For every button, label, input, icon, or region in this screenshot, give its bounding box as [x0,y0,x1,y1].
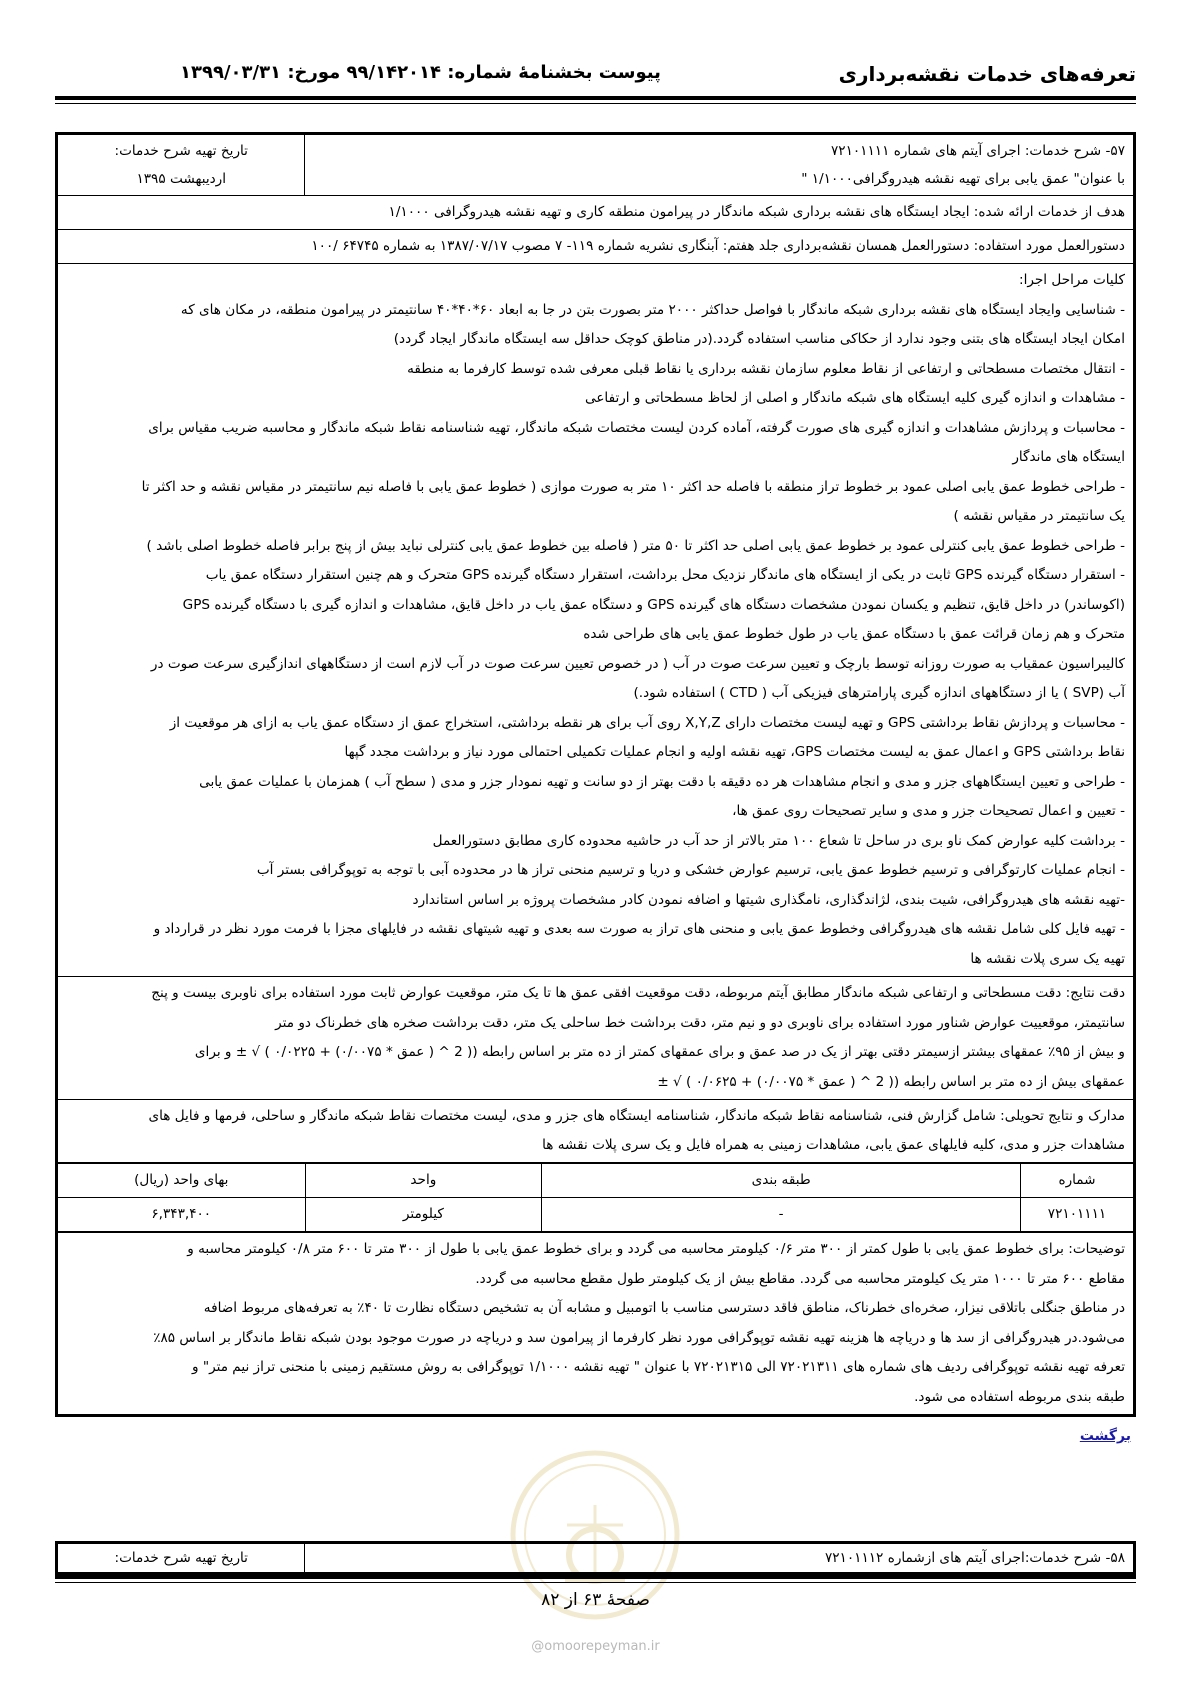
step-line: نقاط برداشتی GPS و اعمال عمق به لیست مختصات GPS، تهیه نقشه اولیه و انجام عملیات تکمیلی احتمالی مورد نیاز و برداشت مجدد گپها [344,744,1125,760]
deliverables-line: مدارک و نتایج تحویلی: شامل گزارش فنی، شناسنامه نقاط شبکه ماندگار، شناسنامه ایستگاه های جزر و مدی، لیست مختصات نقاط شبکه ماندگار و ساحلی، فرمها و فایل های [148,1108,1125,1124]
cell-unit-price: ۶,۳۴۳,۴۰۰ [58,1198,306,1232]
step-line: - محاسبات و پردازش مشاهدات و اندازه گیری های صورت گرفته، آماده کردن لیست مختصات شبکه ماندگار، تهیه شناسنامه نقاط شبکه ماندگار و محاسبه ضریب مقیاس برای [148,419,1125,436]
accuracy-line: و بیش از ۹۵٪ عمقهای بیشتر ازسیمتر دقتی بهتر از یک در صد عمق و برای عمقهای کمتر از ده متر بر اساس رابطه (( 2 ^ ( عمق * ۰/۰۰۷۵) + ۰/۰۲۲۵ ) √ ± و برای [194,1044,1125,1060]
price-table [57,1163,1134,1232]
service-row [58,135,1134,196]
step-line: متحرک و هم زمان قرائت عمق با دستگاه عمق یاب در طول خطوط عمق یابی های طراحی شده [583,626,1125,642]
service-description: ۵۸- شرح خدمات:اجرای آیتم های ازشماره ۷۲۱۰۱۱۱۲ [305,1544,1134,1573]
step-line: - طراحی خطوط عمق یابی اصلی عمود بر خطوط تراز منطقه با فاصله حد اکثر ۱۰ متر به صورت موازی ( خطوط عمق یابی با فاصله نیم سانتیمتر در مقیاس نقشه و حد اکثر تا [141,478,1125,495]
date-label: تاریخ تهیه شرح خدمات: [58,1544,305,1573]
standard-cell: دستورالعمل مورد استفاده: دستورالعمل همسان نقشه‌برداری جلد هفتم: آبنگاری نشریه شماره ۱۱۹- ۷ مصوب ۱۳۸۷/۰۷/۱۷ به شماره ۶۴۷۴۵ /۱۰۰ [58,230,1134,264]
cell-number: ۷۲۱۰۱۱۱۱ [1021,1198,1134,1232]
accuracy-line: دقت نتایج: دقت مسطحاتی و ارتفاعی شبکه ماندگار مطابق آیتم مربوطه، دقت موقعیت افقی عمق ها تا یک متر، موقعیت عوارض ثابت مورد استفاده برای ناوبری بیست و پنج [151,985,1125,1001]
column-header-category: طبقه بندی [542,1164,1021,1198]
step-line: - محاسبات و پردازش نقاط برداشتی GPS و تهیه لیست مختصات دارای X,Y,Z روی آب برای هر نقطه برداشتی، استخراج عمق از دستگاه عمق یاب به ازای هر موقعیت از [169,714,1125,731]
deliverables-cell [58,1100,1134,1163]
note-line: تعرفه تهیه نقشه توپوگرافی ردیف های شماره های ۷۲۰۲۱۳۱۱ الی ۷۲۰۲۱۳۱۵ با عنوان " تهیه نقشه ۱/۱۰۰۰ توپوگرافی به روش مستقیم زمینی با منحنی تراز نیم متر" و [191,1359,1125,1375]
header-rule-thin [55,103,1136,104]
accuracy-line: سانتیمتر، موقعییت عوارض شناور مورد استفاده برای ناوبری دو و نیم متر، دقت برداشت خط ساحلی یک متر، دقت برداشت صخره های خطرناک دو متر [275,1014,1125,1031]
item-57-table [55,132,1136,1417]
step-line: - مشاهدات و اندازه گیری کلیه ایستگاه های شبکه ماندگار و اصلی از لحاظ مسطحاتی و ارتفاعی [584,390,1125,406]
step-line: - شناسایی وایجاد ایستگاه های نقشه برداری شبکه ماندگار با فواصل حداکثر ۲۰۰۰ متر بصورت بتن در جا به ابعاد ۶۰*۴۰*۴۰ سانتیمتر در پیرامون منطقه، در مکان های که [180,301,1125,318]
footer-rule-thin [55,1582,1136,1583]
table-row [58,1198,1134,1232]
back-link[interactable]: برگشت [1079,1428,1131,1444]
step-line: - انجام عملیات کارتوگرافی و ترسیم خطوط عمق یابی، ترسیم عوارض خشکی و دریا و ترسیم منحنی تراز ها در محدوده آبی با توجه به توپوگرافی بستر آب [256,862,1125,878]
step-line: - برداشت کلیه عوارض کمک ناو بری در ساحل تا شعاع ۱۰۰ متر بالاتر از حد آب در حاشیه محدوده کاری مطابق دستورالعمل [432,832,1125,849]
step-line: ایستگاه های ماندگار [1012,449,1125,465]
cell-unit: کیلومتر [305,1198,542,1232]
service-line: ۵۷- شرح خدمات: اجرای آیتم های شماره ۷۲۱۰۱۱۱۱ [830,143,1125,159]
step-line: کلیات مراحل اجرا: [1019,272,1125,288]
note-line: مقاطع ۶۰۰ متر تا ۱۰۰۰ متر یک کیلومتر محاسبه می گردد. مقاطع بیش از یک کیلومتر طول مقطع محاسبه می گردد. [475,1270,1125,1287]
goal-cell: هدف از خدمات ارائه شده: ایجاد ایستگاه های نقشه برداری شبکه ماندگار در پیرامون منطقه کاری و تهیه نقشه هیدروگرافی ۱/۱۰۰۰ [58,196,1134,230]
document-title: تعرفه‌های خدمات نقشه‌برداری [838,62,1136,86]
note-line: توضیحات: برای خطوط عمق یابی با طول کمتر از ۳۰۰ متر ۰/۶ کیلومتر محاسبه می گردد و برای خطوط عمق یابی با طول از ۳۰۰ متر تا ۶۰۰ متر ۰/۸ کیلومتر محاسبه و [187,1241,1125,1257]
note-line: در مناطق جنگلی باتلاقی نیزار، صخره‌ای خطرناک، مناطق فاقد دسترسی مناسب با اتومبیل و مشابه آن به تشخیص دستگاه نظارت تا ۴۰٪ به تعرفه‌های مربوط اضافه [203,1300,1125,1316]
steps-cell [58,264,1134,977]
step-line: - تعیین و اعمال تصحیحات جزر و مدی و سایر تصحیحات روی عمق ها، [732,803,1125,819]
step-line: -تهیه نقشه های هیدروگرافی، شیت بندی، لژاندگذاری، نامگذاری شیتها و اضافه نمودن کادر مشخصات پروژه بر اساس استاندارد [412,891,1125,908]
step-line: - انتقال مختصات مسطحاتی و ارتفاعی از نقاط معلوم سازمان نقشه برداری یا نقاط قبلی معرفی شده توسط کارفرما به منطقه [407,360,1125,377]
column-header-unit-price: بهای واحد (ریال) [58,1164,306,1198]
step-line: (اکوساندر) در داخل قایق، تنظیم و یکسان نمودن مشخصات دستگاه های گیرنده GPS و دستگاه عمق یاب در داخل قایق، مشاهدات و اندازه گیری با دستگاه گیرنده GPS [182,596,1125,613]
date-label: تاریخ تهیه شرح خدمات: [114,143,248,159]
site-watermark: @omoorepeyman.ir [531,1639,660,1654]
note-line: می‌شود.در هیدروگرافی از سد ها و دریاچه ها هزینه تهیه نقشه توپوگرافی مورد نظر کارفرما از پیرامون سد و دریاچه در صورت موجود بودن شبکه نقاط ماندگار بر اساس ۸۵٪ [153,1329,1125,1346]
step-line: یک سانتیمتر در مقیاس نقشه ) [953,508,1125,524]
accuracy-line: عمقهای بیش از ده متر بر اساس رابطه (( 2 ^ ( عمق * ۰/۰۰۷۵) + ۰/۰۶۲۵ ) √ ± [657,1073,1125,1090]
notes-cell [58,1233,1134,1415]
footer-rule-thick [55,1575,1136,1579]
step-line: - طراحی خطوط عمق یابی کنترلی عمود بر خطوط عمق یابی اصلی حد اکثر تا ۵۰ متر ( فاصله بین خطوط عمق یابی کنترلی نباید بیش از پنج برابر فاصله خطوط اصلی باشد ) [146,537,1125,554]
deliverables-line: مشاهدات جزر و مدی، کلیه فایلهای عمق یابی، مشاهدات زمینی به همراه فایل و یک سری پلات نقشه ها [542,1137,1125,1153]
step-line: تهیه یک سری پلات نقشه ها [970,950,1125,967]
cell-category: - [542,1198,1021,1232]
item-58-table [55,1541,1136,1575]
header-rule-thick [55,96,1136,100]
step-line: امکان ایجاد ایستگاه های بتنی وجود ندارد از حکاکی مناسب استفاده گردد.(در مناطق کوچک حداقل سه ایستگاه ماندگار ایجاد گردد) [393,331,1125,347]
column-header-number: شماره [1021,1164,1134,1198]
note-line: طبقه بندی مربوطه استفاده می شود. [914,1388,1125,1405]
page-number: صفحهٔ ۶۳ از ۸۲ [541,1590,650,1610]
service-line: با عنوان" عمق یابی برای تهیه نقشه هیدروگرافی۱/۱۰۰۰ " [801,171,1125,187]
page-header [55,62,1136,92]
date-value: اردیبهشت ۱۳۹۵ [136,171,227,187]
service-description [305,135,1134,196]
step-line: - تهیه فایل کلی شامل نقشه های هیدروگرافی وخطوط عمق یابی و منحنی های تراز به صورت سه بعدی و تهیه شیتهای نقشه در فایلهای مجزا با فرمت مورد نظر در قرارداد و [153,921,1125,937]
step-line: آب (SVP ) یا از دستگاههای اندازه گیری پارامترهای فیزیکی آب ( CTD ) استفاده شود.) [633,685,1125,701]
step-line: - استقرار دستگاه گیرنده GPS ثابت در یکی از ایستگاه های ماندگار نزدیک محل برداشت، استقرار دستگاه گیرنده GPS متحرک و هم چنین استقرار دستگاه عمق یاب [205,567,1125,583]
accuracy-cell [58,977,1134,1100]
price-table-header [58,1164,1134,1198]
column-header-unit: واحد [305,1164,542,1198]
circular-reference: پیوست بخشنامهٔ شماره: ۹۹/۱۴۲۰۱۴ مورخ: ۱۳۹۹/۰۳/۳۱ [180,62,661,83]
service-date [58,135,305,196]
step-line: - طراحی و تعیین ایستگاههای جزر و مدی و انجام مشاهدات هر ده دقیقه با دقت بهتر از دو سانت و تهیه نمودار جزر و مدی ( سطح آب ) همزمان با عملیات عمق یابی [199,773,1125,790]
step-line: کالیبراسیون عمقیاب به صورت روزانه توسط بارچک و تعیین سرعت صوت در آب ( در خصوص تعیین سرعت صوت در آب لازم است از دستگاههای اندازگیری سرعت صوت در [150,655,1125,672]
